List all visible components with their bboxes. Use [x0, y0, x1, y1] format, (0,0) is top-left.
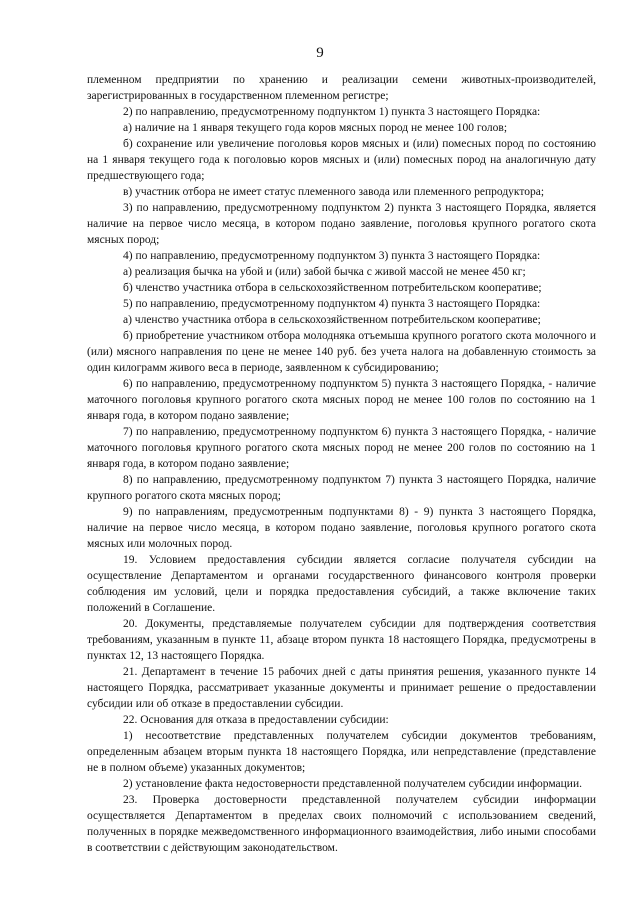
- paragraph: 22. Основания для отказа в предоставлении субсидии:: [123, 714, 389, 726]
- paragraph: 7) по направлению, предусмотренному подпунктом 6) пункта 3 настоящего Порядка, - наличие маточного поголовья крупного рогатого скота мясных пород не менее 200 голов по состоянию на 1 января года, в котором подано заявление;: [87, 426, 596, 470]
- paragraph: 5) по направлению, предусмотренному подпунктом 4) пункта 3 настоящего Порядка:: [123, 298, 541, 310]
- paragraph: 19. Условием предоставления субсидии является согласие получателя субсидии на осуществление Департаментом и органами государственного финансового контроля проверки соблюдения им условий, цели и порядка предоставления субсидий, а также включение таких положений в Соглашение.: [87, 554, 596, 614]
- paragraph: 23. Проверка достоверности представленной получателем субсидии информации осуществляется Департаментом в пределах своих полномочий с использованием сведений, полученных в порядке межведомственного информационного взаимодействия, либо иными способами в соответствии с действующим законодательством.: [87, 794, 596, 854]
- paragraph: б) приобретение участником отбора молодняка отъемыша крупного рогатого скота молочного и (или) мясного направления по цене не менее 140 руб. без учета налога на добавленную стоимость за один килограмм живого веса в периоде, заявленном к субсидированию;: [87, 330, 596, 374]
- paragraph: 9) по направлениям, предусмотренным подпунктами 8) - 9) пункта 3 настоящего Порядка, наличие на первое число месяца, в котором подано заявление, поголовья крупного рогатого скота мясных или молочных пород.: [87, 506, 596, 550]
- paragraph: 1) несоответствие представленных получателем субсидии документов требованиям, определенным абзацем вторым пункта 18 настоящего Порядка, или непредставление (представление не в полном объеме) указанных документов;: [87, 730, 596, 774]
- paragraph: 3) по направлению, предусмотренному подпунктом 2) пункта 3 настоящего Порядка, является наличие на первое число месяца, в котором подано заявление, поголовья крупного рогатого скота мясных пород;: [87, 202, 596, 246]
- paragraph: 2) установление факта недостоверности представленной получателем субсидии информации.: [123, 778, 582, 790]
- paragraph: 21. Департамент в течение 15 рабочих дней с даты принятия решения, указанного пункте 14 настоящего Порядка, рассматривает указанные документы и принимает решение о предоставлении субсидии или об отказе в предоставлении субсидии.: [87, 666, 596, 710]
- paragraph: 20. Документы, представляемые получателем субсидии для подтверждения соответствия требованиям, указанным в пункте 11, абзаце втором пункта 18 настоящего Порядка, предусмотрены в пунктах 12, 13 настоящего Порядка.: [87, 618, 596, 662]
- paragraph: 4) по направлению, предусмотренному подпунктом 3) пункта 3 настоящего Порядка:: [123, 250, 541, 262]
- paragraph: в) участник отбора не имеет статус племенного завода или племенного репродуктора;: [123, 186, 545, 198]
- paragraph: 6) по направлению, предусмотренному подпунктом 5) пункта 3 настоящего Порядка, - наличие маточного поголовья крупного рогатого скота мясных пород не менее 100 голов по состоянию на 1 января года, в котором подано заявление;: [87, 378, 596, 422]
- paragraph: а) членство участника отбора в сельскохозяйственном потребительском кооперативе;: [123, 314, 541, 326]
- paragraph: 8) по направлению, предусмотренному подпунктом 7) пункта 3 настоящего Порядка, наличие крупного рогатого скота мясных пород;: [87, 474, 596, 502]
- paragraph: племенном предприятии по хранению и реализации семени животных-производителей, зарегистрированных в государственном племенном регистре;: [87, 74, 596, 102]
- page-number: 9: [316, 45, 324, 61]
- paragraph: 2) по направлению, предусмотренному подпунктом 1) пункта 3 настоящего Порядка:: [123, 106, 541, 118]
- paragraph: б) сохранение или увеличение поголовья коров мясных и (или) помесных пород по состоянию на 1 января текущего года к поголовью коров мясных и (или) помесных пород на аналогичную дату предшествующего года;: [87, 138, 596, 182]
- paragraph: а) наличие на 1 января текущего года коров мясных пород не менее 100 голов;: [123, 122, 508, 134]
- paragraph: б) членство участника отбора в сельскохозяйственном потребительском кооперативе;: [123, 282, 542, 294]
- paragraph: а) реализация бычка на убой и (или) забой бычка с живой массой не менее 450 кг;: [123, 266, 526, 278]
- document-body: [87, 72, 596, 856]
